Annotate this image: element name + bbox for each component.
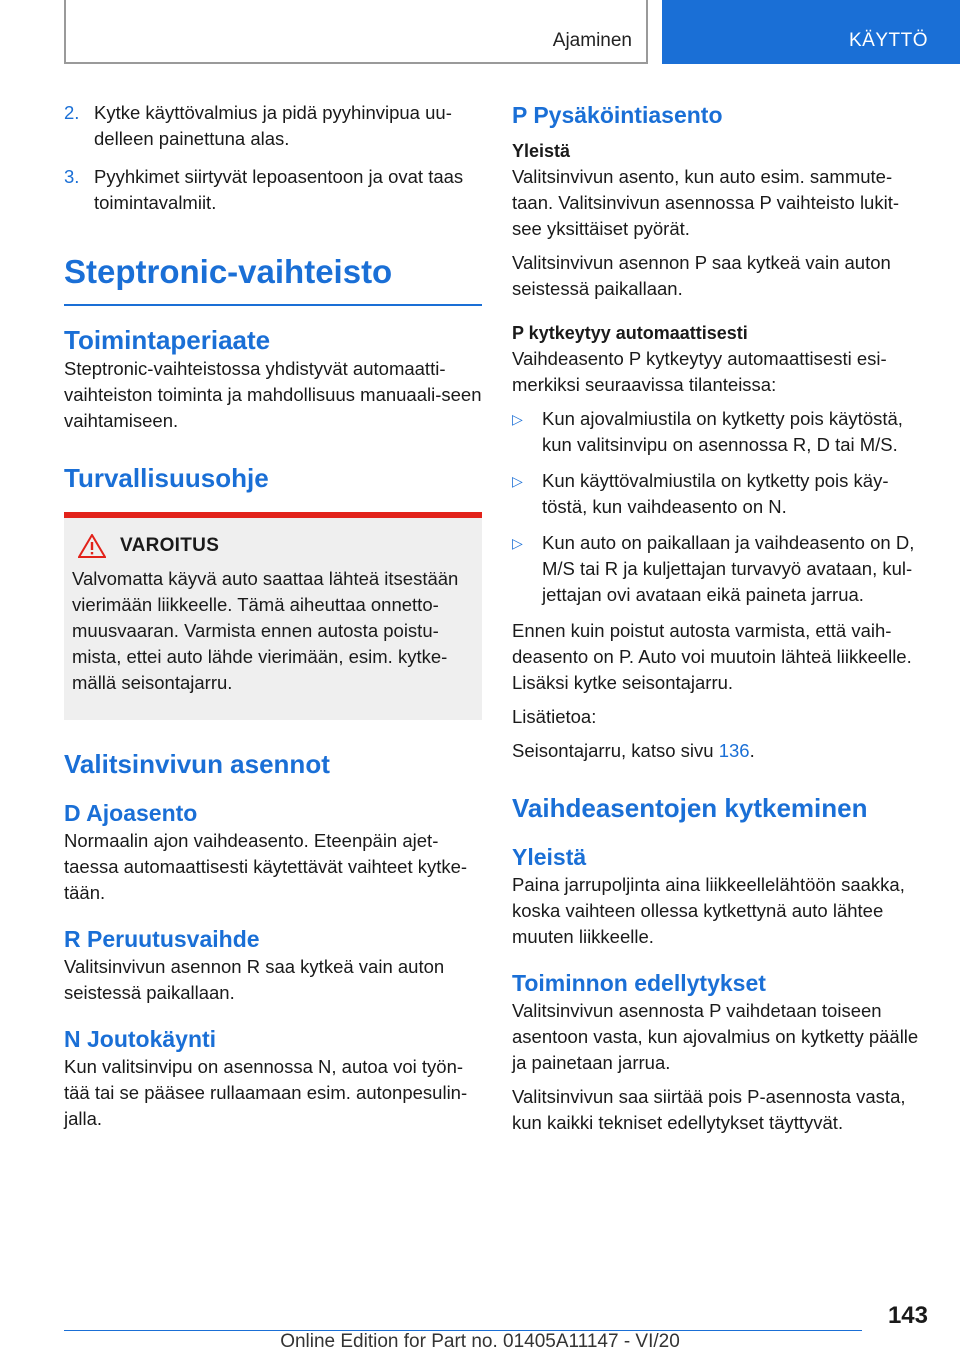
triangle-bullet-icon: ▷ xyxy=(512,535,523,551)
positions-heading: Valitsinvivun asennot xyxy=(64,749,330,779)
d-position-text: Normaalin ajon vaihdeasento. Eteenpäin ajet-taessa automaattisesti käytettävät vaihteet kytke-tään. xyxy=(64,830,468,903)
triangle-bullet-icon: ▷ xyxy=(512,473,523,489)
main-title: Steptronic-vaihteisto xyxy=(64,252,482,306)
left-column xyxy=(64,100,482,1132)
list-item xyxy=(512,406,928,458)
right-column xyxy=(512,100,928,1136)
requirements-heading: Toiminnon edellytykset xyxy=(512,970,766,996)
warning-title: VAROITUS xyxy=(120,535,220,556)
step-number: 3. xyxy=(64,166,80,187)
warning-box xyxy=(64,512,482,720)
r-position-heading: R Peruutusvaihde xyxy=(64,926,260,952)
reference-line xyxy=(512,738,928,764)
n-position-text: Kun valitsinvipu on asennossa N, autoa voi työn-tää tai se pääsee rullaamaan esim. autonpesulin-jalla. xyxy=(64,1056,468,1129)
page-reference-link[interactable]: 136 xyxy=(718,740,750,761)
footer-edition: Online Edition for Part no. 01405A11147 - VI/20 xyxy=(280,1331,680,1352)
auto-p-text: Vaihdeasento P kytkeytyy automaattisesti esi-merkiksi seuraavissa tilanteissa: xyxy=(512,348,887,395)
warning-triangle-icon xyxy=(78,534,106,558)
reference-end: . xyxy=(749,740,755,761)
auto-p-heading: P kytkeytyy automaattisesti xyxy=(512,323,748,343)
n-position-heading: N Joutokäynti xyxy=(64,1026,217,1052)
step-text: Pyyhkimet siirtyvät lepoasentoon ja ovat taas toimintavalmiit. xyxy=(94,166,464,213)
page-number: 143 xyxy=(887,1302,928,1329)
r-position-text: Valitsinvivun asennon R saa kytkeä vain auton seistessä paikallaan. xyxy=(64,956,445,1003)
list-item-text: Kun käyttövalmiustila on kytketty pois käy-töstä, kun vaihdeasento on N. xyxy=(542,470,889,517)
header-section-box xyxy=(64,0,648,64)
header-chapter-tab xyxy=(662,0,960,64)
shift-heading: Vaihdeasentojen kytkeminen xyxy=(512,793,868,823)
step-number: 2. xyxy=(64,102,80,123)
after-list-text: Ennen kuin poistut autosta varmista, että vaih-deasento on P. Auto voi muutoin lähteä liikkeelle. Lisäksi kytke seisontajarru. xyxy=(512,620,912,693)
list-item xyxy=(512,468,928,520)
triangle-bullet-icon: ▷ xyxy=(512,411,523,427)
more-info-label: Lisätietoa: xyxy=(512,706,597,727)
warning-text: Valvomatta käyvä auto saattaa lähteä itsestään vierimään liikkeelle. Tämä aiheuttaa onnetto-muusvaaran. Varmista ennen autosta poistu-mista, ettei auto lähde vierimään, esim. kytke-mällä seisontajarru. xyxy=(72,568,459,693)
reference-text: Seisontajarru, katso sivu xyxy=(512,740,719,761)
d-position-heading: D Ajoasento xyxy=(64,800,198,826)
header-chapter-title: KÄYTTÖ xyxy=(848,30,928,51)
step-text: Kytke käyttövalmius ja pidä pyyhinvipua uu-delleen painettuna alas. xyxy=(94,102,452,149)
p-position-heading: P Pysäköintiasento xyxy=(512,102,723,128)
principle-text: Steptronic-vaihteistossa yhdistyvät automaatti-vaihteiston toiminta ja mahdollisuus manuaali-seen vaihtamiseen. xyxy=(64,358,482,431)
list-item-text: Kun ajovalmiustila on kytketty pois käytöstä, kun valitsinvipu on asennossa R, D tai M/S. xyxy=(542,408,903,455)
step-item xyxy=(64,164,482,216)
p-position-text-2: Valitsinvivun asennon P saa kytkeä vain auton seistessä paikallaan. xyxy=(512,252,891,299)
list-item-text: Kun auto on paikallaan ja vaihdeasento on D, M/S tai R ja kuljettajan turvavyö avataan, kul-jettajan ovi avataan eikä paineta jarrua. xyxy=(542,532,915,605)
safety-heading: Turvallisuusohje xyxy=(64,463,269,493)
warning-header xyxy=(72,534,474,558)
list-item xyxy=(512,530,928,608)
general2-heading: Yleistä xyxy=(512,844,587,870)
general-heading: Yleistä xyxy=(512,141,571,161)
requirements-text-2: Valitsinvivun saa siirtää pois P-asennosta vasta, kun kaikki tekniset edellytykset täyttyvät. xyxy=(512,1086,906,1133)
requirements-text-1: Valitsinvivun asennosta P vaihdetaan toiseen asentoon vasta, kun ajovalmius on kytketty päälle ja painetaan jarrua. xyxy=(512,1000,919,1073)
general2-text: Paina jarrupoljinta aina liikkeellelähtöön saakka, koska vaihteen ollessa kytkettynä auto lähtee muuten liikkeelle. xyxy=(512,874,905,947)
step-item xyxy=(64,100,482,152)
principle-heading: Toimintaperiaate xyxy=(64,325,271,355)
p-position-text-1: Valitsinvivun asento, kun auto esim. sammute-taan. Valitsinvivun asennossa P vaihteisto lukit-see yksittäiset pyörät. xyxy=(512,166,900,239)
header-section-title: Ajaminen xyxy=(552,30,632,51)
